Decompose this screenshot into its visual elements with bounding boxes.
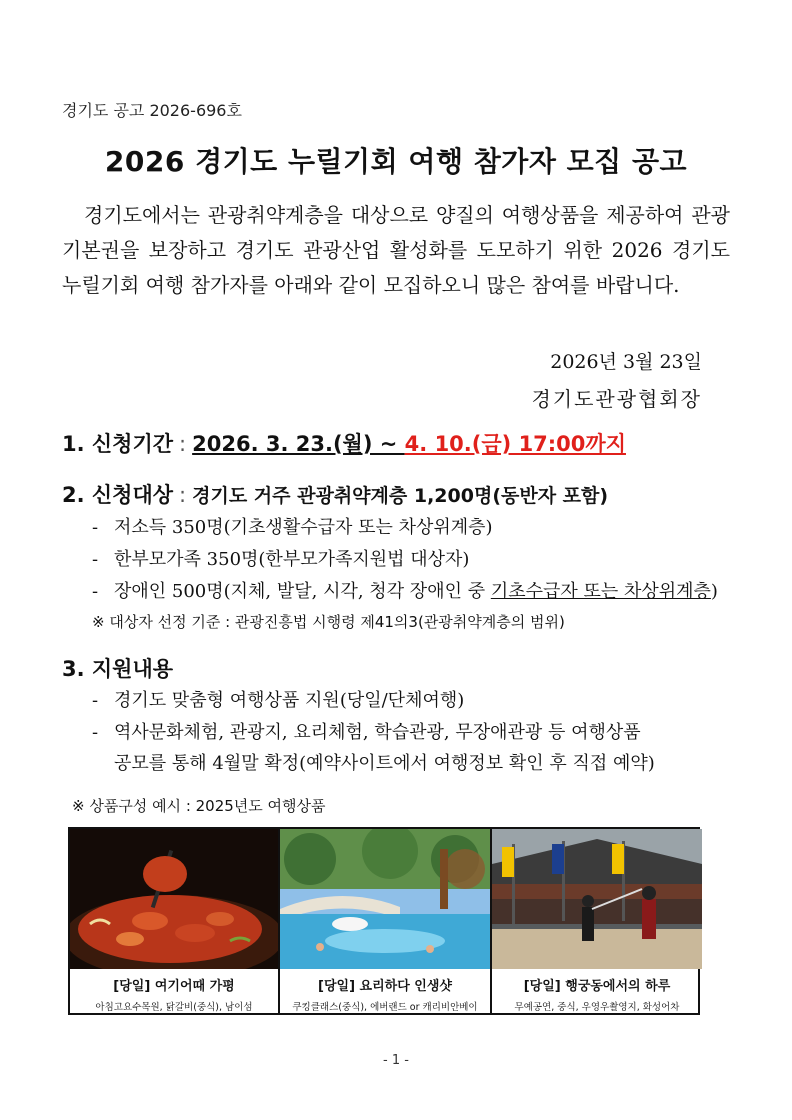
underlined-criteria: 기초수급자 또는 차상위계층 (490, 581, 711, 602)
section-2-colon: : (179, 483, 187, 507)
list-item: - 경기도 맞춤형 여행상품 지원(당일/단체여행) (92, 690, 465, 711)
page-title: 2026 경기도 누릴기회 여행 참가자 모집 공고 (104, 145, 688, 178)
section-1-label: 1. 신청기간 (62, 432, 174, 456)
section-1-colon: : (179, 432, 187, 456)
issuer-name: 경기도관광협회장 (531, 387, 702, 411)
section-application-period (62, 428, 626, 458)
product-title: [당일] 행궁동에서의 하루 (523, 979, 671, 994)
eligibility-summary: 경기도 거주 관광취약계층 1,200명(동반자 포함) (192, 485, 609, 507)
product-card (70, 829, 280, 1013)
waterpark-photo (280, 829, 490, 969)
intro-paragraph (62, 198, 730, 303)
list-item-continuation: 공모를 통해 4월말 확정(예약사이트에서 여행정보 확인 후 직접 예약) (114, 753, 655, 774)
martial-arts-performance-photo (492, 829, 702, 969)
list-item: - 한부모가족 350명(한부모가족지원법 대상자) (92, 549, 470, 570)
product-example-note: ※ 상품구성 예시 : 2025년도 여행상품 (72, 797, 326, 815)
product-desc: 무예공연, 중식, 우영우촬영지, 화성어차 (514, 1002, 680, 1013)
list-item: - 역사문화체험, 관광지, 요리체험, 학습관광, 무장애관광 등 여행상품 (92, 722, 641, 743)
product-title: [당일] 요리하다 인생샷 (318, 979, 452, 994)
intro-text: 경기도에서는 관광취약계층을 대상으로 양질의 여행상품을 제공하여 관광기본권을 보장하고 경기도 관광산업 활성화를 도모하기 위한 2026 경기도 누릴기회 여행 참가자를 아래와 같이 모집하오니 많은 참여를 바랍니다. (62, 203, 730, 297)
dakgalbi-photo (70, 829, 278, 969)
section-2-label: 2. 신청대상 (62, 483, 174, 507)
section-eligibility (62, 479, 608, 509)
product-desc: 쿠킹클래스(중식), 에버랜드 or 캐리비안베이 (292, 1002, 478, 1013)
product-title: [당일] 여기어때 가평 (113, 979, 235, 994)
document-number: 경기도 공고 2026-696호 (62, 101, 242, 120)
period-end: 4. 10.(금) 17:00까지 (404, 432, 626, 456)
product-card (492, 829, 702, 1013)
announcement-date: 2026년 3월 23일 (550, 351, 702, 373)
list-item: - 저소득 350명(기초생활수급자 또는 차상위계층) (92, 517, 493, 538)
section-support-details: 3. 지원내용 (62, 657, 174, 681)
page-number: - 1 - (383, 1053, 409, 1068)
product-card (280, 829, 492, 1013)
product-gallery (68, 827, 700, 1015)
list-item: - 장애인 500명(지체, 발달, 시각, 청각 장애인 중 기초수급자 또는 차상위계층) (92, 581, 718, 602)
period-start: 2026. 3. 23.(월) ~ (192, 432, 405, 456)
selection-criteria-note: ※ 대상자 선정 기준 : 관광진흥법 시행령 제41의3(관광취약계층의 범위) (92, 613, 565, 631)
product-desc: 아침고요수목원, 닭갈비(중식), 남이섬 (95, 1002, 253, 1013)
